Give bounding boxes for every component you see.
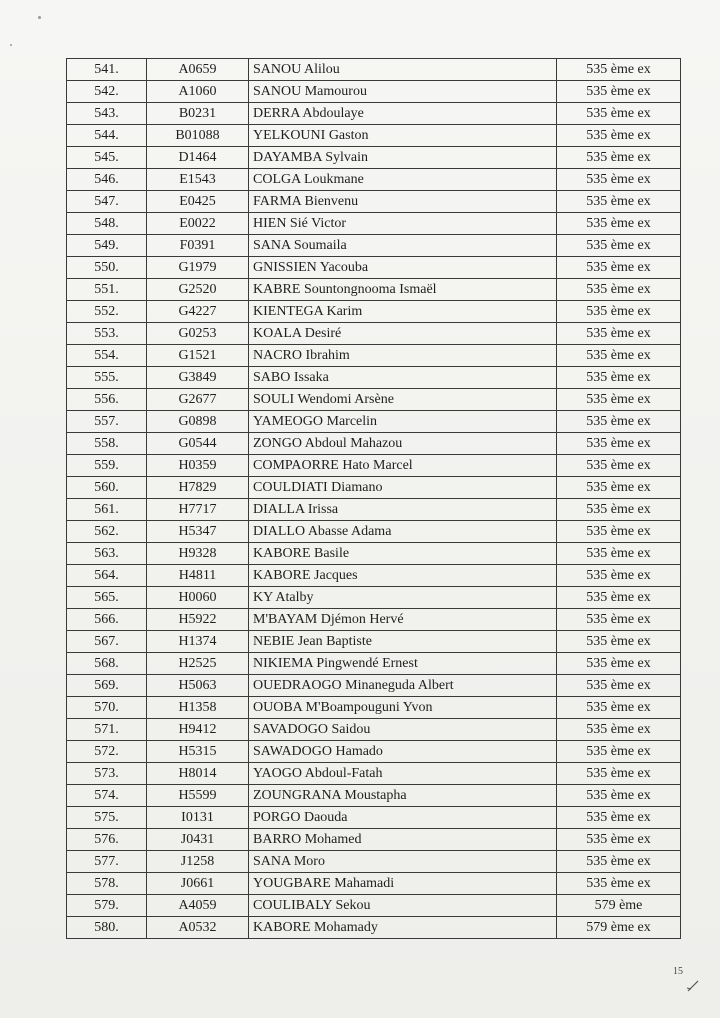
page-number: 15 [673, 966, 683, 977]
rank-cell: 535 ème ex [557, 631, 681, 653]
row-number: 560. [67, 477, 147, 499]
table-row [67, 103, 681, 125]
rank-cell: 535 ème ex [557, 587, 681, 609]
candidate-code: H7717 [147, 499, 249, 521]
rank-cell: 535 ème ex [557, 873, 681, 895]
rank-cell: 535 ème ex [557, 653, 681, 675]
candidate-name: OUOBA M'Boampouguni Yvon [249, 697, 557, 719]
table-row [67, 675, 681, 697]
table-row [67, 785, 681, 807]
table-row [67, 895, 681, 917]
row-number: 569. [67, 675, 147, 697]
table-row [67, 191, 681, 213]
table-row [67, 521, 681, 543]
candidate-name: GNISSIEN Yacouba [249, 257, 557, 279]
table-row [67, 257, 681, 279]
row-number: 556. [67, 389, 147, 411]
rank-cell: 535 ème ex [557, 323, 681, 345]
rank-cell: 535 ème ex [557, 213, 681, 235]
table-row [67, 851, 681, 873]
table-row [67, 917, 681, 939]
candidate-code: H1358 [147, 697, 249, 719]
rank-cell: 535 ème ex [557, 81, 681, 103]
row-number: 575. [67, 807, 147, 829]
rank-cell: 535 ème ex [557, 785, 681, 807]
candidate-code: H5599 [147, 785, 249, 807]
candidate-code: H5315 [147, 741, 249, 763]
rank-cell: 535 ème ex [557, 191, 681, 213]
row-number: 574. [67, 785, 147, 807]
candidate-name: SAWADOGO Hamado [249, 741, 557, 763]
candidate-code: G0898 [147, 411, 249, 433]
row-number: 546. [67, 169, 147, 191]
candidate-name: SAVADOGO Saidou [249, 719, 557, 741]
results-table [66, 58, 681, 939]
candidate-code: H5922 [147, 609, 249, 631]
row-number: 580. [67, 917, 147, 939]
row-number: 578. [67, 873, 147, 895]
candidate-code: G1521 [147, 345, 249, 367]
table-row [67, 873, 681, 895]
rank-cell: 535 ème ex [557, 147, 681, 169]
candidate-name: HIEN Sié Victor [249, 213, 557, 235]
row-number: 564. [67, 565, 147, 587]
candidate-name: NIKIEMA Pingwendé Ernest [249, 653, 557, 675]
candidate-name: KABORE Basile [249, 543, 557, 565]
table-row [67, 455, 681, 477]
table-row [67, 433, 681, 455]
candidate-code: E1543 [147, 169, 249, 191]
table-row [67, 235, 681, 257]
rank-cell: 579 ème ex [557, 917, 681, 939]
candidate-name: YELKOUNI Gaston [249, 125, 557, 147]
row-number: 544. [67, 125, 147, 147]
rank-cell: 535 ème ex [557, 345, 681, 367]
rank-cell: 535 ème ex [557, 499, 681, 521]
row-number: 548. [67, 213, 147, 235]
candidate-name: COULIBALY Sekou [249, 895, 557, 917]
candidate-name: KOALA Desiré [249, 323, 557, 345]
candidate-code: F0391 [147, 235, 249, 257]
candidate-code: J0431 [147, 829, 249, 851]
rank-cell: 535 ème ex [557, 609, 681, 631]
rank-cell: 535 ème ex [557, 455, 681, 477]
rank-cell: 535 ème ex [557, 59, 681, 81]
row-number: 552. [67, 301, 147, 323]
table-row [67, 389, 681, 411]
rank-cell: 535 ème ex [557, 543, 681, 565]
rank-cell: 535 ème ex [557, 389, 681, 411]
table-row [67, 763, 681, 785]
candidate-code: A0659 [147, 59, 249, 81]
rank-cell: 535 ème ex [557, 851, 681, 873]
candidate-code: H4811 [147, 565, 249, 587]
candidate-code: J1258 [147, 851, 249, 873]
candidate-name: DERRA Abdoulaye [249, 103, 557, 125]
candidate-code: A1060 [147, 81, 249, 103]
rank-cell: 535 ème ex [557, 367, 681, 389]
rank-cell: 535 ème ex [557, 565, 681, 587]
candidate-code: A0532 [147, 917, 249, 939]
candidate-code: G2677 [147, 389, 249, 411]
candidate-code: H0060 [147, 587, 249, 609]
table-row [67, 609, 681, 631]
row-number: 565. [67, 587, 147, 609]
candidate-code: E0022 [147, 213, 249, 235]
table-row [67, 169, 681, 191]
candidate-name: SABO Issaka [249, 367, 557, 389]
candidate-name: PORGO Daouda [249, 807, 557, 829]
rank-cell: 535 ème ex [557, 807, 681, 829]
candidate-name: BARRO Mohamed [249, 829, 557, 851]
candidate-code: H1374 [147, 631, 249, 653]
candidate-code: H5347 [147, 521, 249, 543]
table-row [67, 631, 681, 653]
candidate-name: ZONGO Abdoul Mahazou [249, 433, 557, 455]
candidate-name: YAOGO Abdoul-Fatah [249, 763, 557, 785]
scan-speck [38, 16, 41, 19]
candidate-name: DIALLA Irissa [249, 499, 557, 521]
candidate-name: KABRE Sountongnooma Ismaël [249, 279, 557, 301]
rank-cell: 535 ème ex [557, 257, 681, 279]
rank-cell: 535 ème ex [557, 169, 681, 191]
row-number: 561. [67, 499, 147, 521]
row-number: 549. [67, 235, 147, 257]
rank-cell: 535 ème ex [557, 477, 681, 499]
pen-mark-icon [686, 980, 700, 992]
row-number: 554. [67, 345, 147, 367]
row-number: 558. [67, 433, 147, 455]
table-row [67, 829, 681, 851]
row-number: 577. [67, 851, 147, 873]
candidate-code: G0544 [147, 433, 249, 455]
row-number: 553. [67, 323, 147, 345]
rank-cell: 535 ème ex [557, 411, 681, 433]
candidate-name: KY Atalby [249, 587, 557, 609]
candidate-code: J0661 [147, 873, 249, 895]
candidate-name: NACRO Ibrahim [249, 345, 557, 367]
row-number: 563. [67, 543, 147, 565]
rank-cell: 535 ème ex [557, 103, 681, 125]
table-row [67, 807, 681, 829]
row-number: 557. [67, 411, 147, 433]
table-row [67, 81, 681, 103]
candidate-name: YAMEOGO Marcelin [249, 411, 557, 433]
rank-cell: 535 ème ex [557, 279, 681, 301]
rank-cell: 535 ème ex [557, 697, 681, 719]
rank-cell: 535 ème ex [557, 675, 681, 697]
row-number: 572. [67, 741, 147, 763]
candidate-name: YOUGBARE Mahamadi [249, 873, 557, 895]
row-number: 547. [67, 191, 147, 213]
candidate-code: H0359 [147, 455, 249, 477]
candidate-code: H7829 [147, 477, 249, 499]
candidate-name: SANA Moro [249, 851, 557, 873]
rank-cell: 535 ème ex [557, 763, 681, 785]
row-number: 566. [67, 609, 147, 631]
candidate-name: M'BAYAM Djémon Hervé [249, 609, 557, 631]
row-number: 545. [67, 147, 147, 169]
candidate-name: SANOU Mamourou [249, 81, 557, 103]
row-number: 568. [67, 653, 147, 675]
table-row [67, 543, 681, 565]
row-number: 576. [67, 829, 147, 851]
rank-cell: 535 ème ex [557, 433, 681, 455]
row-number: 571. [67, 719, 147, 741]
candidate-code: D1464 [147, 147, 249, 169]
row-number: 567. [67, 631, 147, 653]
candidate-name: SANA Soumaila [249, 235, 557, 257]
candidate-code: H9412 [147, 719, 249, 741]
table-row [67, 147, 681, 169]
candidate-name: COMPAORRE Hato Marcel [249, 455, 557, 477]
table-row [67, 301, 681, 323]
rank-cell: 535 ème ex [557, 829, 681, 851]
candidate-name: KABORE Jacques [249, 565, 557, 587]
candidate-code: G1979 [147, 257, 249, 279]
row-number: 579. [67, 895, 147, 917]
scan-speck [10, 44, 12, 46]
candidate-code: H2525 [147, 653, 249, 675]
candidate-name: DAYAMBA Sylvain [249, 147, 557, 169]
table-row [67, 125, 681, 147]
candidate-code: G2520 [147, 279, 249, 301]
row-number: 550. [67, 257, 147, 279]
table-row [67, 741, 681, 763]
rank-cell: 535 ème ex [557, 125, 681, 147]
table-row [67, 411, 681, 433]
candidate-name: SOULI Wendomi Arsène [249, 389, 557, 411]
candidate-name: COULDIATI Diamano [249, 477, 557, 499]
candidate-code: H5063 [147, 675, 249, 697]
candidate-code: G0253 [147, 323, 249, 345]
row-number: 570. [67, 697, 147, 719]
table-row [67, 719, 681, 741]
table-row [67, 213, 681, 235]
table-row [67, 477, 681, 499]
candidate-name: SANOU Alilou [249, 59, 557, 81]
row-number: 559. [67, 455, 147, 477]
table-row [67, 279, 681, 301]
rank-cell: 535 ème ex [557, 301, 681, 323]
results-table-body [67, 59, 681, 939]
candidate-name: OUEDRAOGO Minaneguda Albert [249, 675, 557, 697]
candidate-code: B01088 [147, 125, 249, 147]
candidate-name: ZOUNGRANA Moustapha [249, 785, 557, 807]
table-row [67, 499, 681, 521]
row-number: 573. [67, 763, 147, 785]
rank-cell: 579 ème [557, 895, 681, 917]
rank-cell: 535 ème ex [557, 719, 681, 741]
candidate-code: E0425 [147, 191, 249, 213]
candidate-name: NEBIE Jean Baptiste [249, 631, 557, 653]
row-number: 551. [67, 279, 147, 301]
candidate-code: G4227 [147, 301, 249, 323]
row-number: 543. [67, 103, 147, 125]
candidate-name: KABORE Mohamady [249, 917, 557, 939]
candidate-name: FARMA Bienvenu [249, 191, 557, 213]
rank-cell: 535 ème ex [557, 521, 681, 543]
candidate-name: COLGA Loukmane [249, 169, 557, 191]
candidate-name: DIALLO Abasse Adama [249, 521, 557, 543]
row-number: 541. [67, 59, 147, 81]
table-row [67, 345, 681, 367]
candidate-code: G3849 [147, 367, 249, 389]
candidate-code: H8014 [147, 763, 249, 785]
candidate-code: H9328 [147, 543, 249, 565]
table-row [67, 367, 681, 389]
rank-cell: 535 ème ex [557, 741, 681, 763]
table-row [67, 59, 681, 81]
rank-cell: 535 ème ex [557, 235, 681, 257]
table-row [67, 653, 681, 675]
row-number: 562. [67, 521, 147, 543]
table-row [67, 565, 681, 587]
table-row [67, 587, 681, 609]
candidate-code: A4059 [147, 895, 249, 917]
candidate-name: KIENTEGA Karim [249, 301, 557, 323]
table-row [67, 697, 681, 719]
candidate-code: B0231 [147, 103, 249, 125]
row-number: 555. [67, 367, 147, 389]
table-row [67, 323, 681, 345]
row-number: 542. [67, 81, 147, 103]
candidate-code: I0131 [147, 807, 249, 829]
